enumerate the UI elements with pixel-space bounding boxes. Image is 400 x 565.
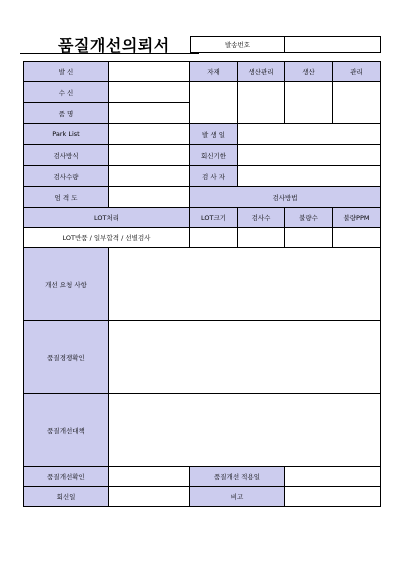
inspected-count-header: 검사수: [238, 208, 285, 228]
improvement-apply-date-label: 품질개선 적용일: [190, 467, 285, 487]
approval-header-production-mgmt: 생산관리: [238, 62, 285, 82]
approval-sign-production[interactable]: [285, 82, 333, 124]
quality-check-label: 품질경쟁확인: [24, 321, 109, 394]
inspector-label: 검 사 자: [190, 166, 238, 187]
reply-date-field[interactable]: [109, 487, 190, 507]
improvement-confirm-label: 품질개선확인: [24, 467, 109, 487]
approval-header-material: 자재: [190, 62, 238, 82]
receiver-label: 수 신: [24, 82, 109, 103]
product-label: 품 명: [24, 103, 109, 124]
sender-label: 발 신: [24, 62, 109, 82]
reply-date-label: 회신일: [24, 487, 109, 507]
issue-date-label: 발 생 일: [190, 124, 238, 145]
lot-handling-header: LOT처리: [24, 208, 190, 228]
quality-check-field[interactable]: [109, 321, 381, 394]
reply-deadline-label: 회신기한: [190, 145, 238, 166]
part-list-field[interactable]: [109, 124, 190, 145]
quality-measures-label: 품질개선대책: [24, 394, 109, 467]
doc-no-field[interactable]: [285, 37, 381, 53]
inspection-method-field[interactable]: [109, 145, 190, 166]
lot-options-field[interactable]: LOT반품 / 일부합격 / 선별검사: [24, 228, 190, 248]
inspection-method-label: 검사방식: [24, 145, 109, 166]
approval-header-production: 생산: [285, 62, 333, 82]
inspection-qty-field[interactable]: [109, 166, 190, 187]
defect-count-header: 불량수: [285, 208, 333, 228]
remarks-label: 비고: [190, 487, 285, 507]
issue-date-field[interactable]: [238, 124, 381, 145]
approval-sign-production-mgmt[interactable]: [238, 82, 285, 124]
document-title: 품질개선의뢰서: [58, 36, 170, 55]
receiver-field[interactable]: [109, 82, 190, 103]
remarks-field[interactable]: [285, 487, 381, 507]
title-underline: [20, 53, 199, 54]
inspection-qty-label: 검사수량: [24, 166, 109, 187]
improvement-confirm-field[interactable]: [109, 467, 190, 487]
lot-size-field[interactable]: [190, 228, 238, 248]
approval-header-management: 관리: [333, 62, 381, 82]
reply-deadline-field[interactable]: [238, 145, 381, 166]
approval-sign-management[interactable]: [333, 82, 381, 124]
improvement-apply-date-field[interactable]: [285, 467, 381, 487]
test-method-header: 검사방법: [190, 187, 381, 208]
part-list-label: Park List: [24, 124, 109, 145]
product-field[interactable]: [109, 103, 190, 124]
defect-ppm-header: 불량PPM: [333, 208, 381, 228]
defect-ppm-field[interactable]: [333, 228, 381, 248]
doc-no-label: 발송번호: [191, 37, 285, 53]
inspected-count-field[interactable]: [238, 228, 285, 248]
document-number-box: [190, 36, 381, 53]
lot-size-header: LOT크기: [190, 208, 238, 228]
defect-count-field[interactable]: [285, 228, 333, 248]
severity-field[interactable]: [109, 187, 190, 208]
improvement-request-field[interactable]: [109, 248, 381, 321]
improvement-request-label: 개선 요청 사항: [24, 248, 109, 321]
sender-field[interactable]: [109, 62, 190, 82]
inspector-field[interactable]: [238, 166, 381, 187]
quality-measures-field[interactable]: [109, 394, 381, 467]
request-form-table: [23, 61, 381, 507]
severity-label: 엄 격 도: [24, 187, 109, 208]
approval-sign-material[interactable]: [190, 82, 238, 124]
